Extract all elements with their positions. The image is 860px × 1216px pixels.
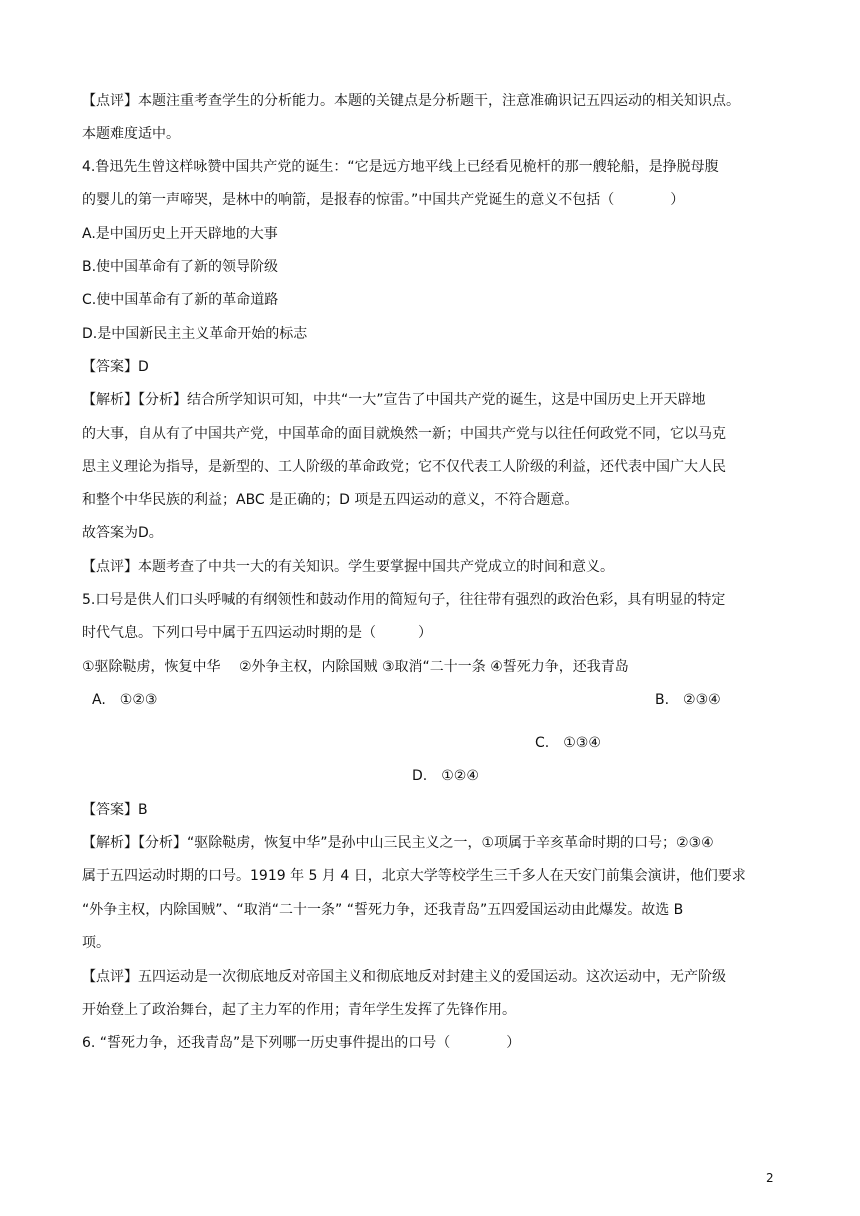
answer: 【答案】B xyxy=(82,802,148,818)
answer: 【答案】D xyxy=(82,359,149,375)
choice-a: A. ①②③ xyxy=(92,692,158,708)
option-d: D.是中国新民主主义革命开始的标志 xyxy=(82,326,308,342)
comment: 【点评】本题考查了中共一大的有关知识。学生要掌握中国共产党成立的时间和意义。 xyxy=(82,559,614,575)
text-line: “外争主权，内除国贼”、“取消“二十一条” “誓死力争，还我青岛”五四爱国运动由此爆发。故选 B xyxy=(82,902,684,918)
option-c: C.使中国革命有了新的革命道路 xyxy=(82,292,279,308)
slogan-list: ①驱除鞑虏，恢复中华 ②外争主权，内除国贼 ③取消“二十一条 ④誓死力争，还我青岛 xyxy=(82,659,629,675)
text-line: 故答案为D。 xyxy=(82,525,163,541)
text-line: 本题难度适中。 xyxy=(82,126,180,142)
text-line: 的大事，自从有了中国共产党，中国革命的面目就焕然一新；中国共产党与以往任何政党不同，它以马克 xyxy=(82,426,726,442)
text-line: 和整个中华民族的利益；ABC 是正确的；D 项是五四运动的意义，不符合题意。 xyxy=(82,492,579,508)
analysis: 【解析】【分析】“驱除鞑虏，恢复中华”是孙中山三民主义之一，①项属于辛亥革命时期的口号；②③④ xyxy=(82,835,714,851)
text-line: 的婴儿的第一声啼哭，是林中的响箭，是报春的惊雷。”中国共产党诞生的意义不包括（ ） xyxy=(82,192,685,208)
analysis: 【解析】【分析】结合所学知识可知，中共“一大”宣告了中国共产党的诞生，这是中国历史上开天辟地 xyxy=(82,392,706,408)
question-6: 6. “誓死力争，还我青岛”是下列哪一历史事件提出的口号（ ） xyxy=(82,1035,521,1051)
choice-d: D. ①②④ xyxy=(412,768,479,784)
option-b: B.使中国革命有了新的领导阶级 xyxy=(82,259,279,275)
text-line: 属于五四运动时期的口号。1919 年 5 月 4 日，北京大学等校学生三千多人在天安门前集会演讲，他们要求 xyxy=(82,868,746,884)
page-number: 2 xyxy=(766,1171,774,1185)
option-a: A.是中国历史上开天辟地的大事 xyxy=(82,226,278,242)
text-line: 项。 xyxy=(82,935,110,951)
text-line: 开始登上了政治舞台，起了主力军的作用；青年学生发挥了先锋作用。 xyxy=(82,1002,516,1018)
question-4: 4.鲁迅先生曾这样咏赞中国共产党的诞生：“它是远方地平线上已经看见桅杆的那一艘轮船，是挣脱母腹 xyxy=(82,159,719,175)
comment: 【点评】五四运动是一次彻底地反对帝国主义和彻底地反对封建主义的爱国运动。这次运动中，无产阶级 xyxy=(82,969,726,985)
text-line: 思主义理论为指导，是新型的、工人阶级的革命政党；它不仅代表工人阶级的利益，还代表中国广大人民 xyxy=(82,459,726,475)
text-line: 时代气息。下列口号中属于五四运动时期的是（ ） xyxy=(82,625,432,641)
choice-b: B. ②③④ xyxy=(655,692,721,708)
text-line: 【点评】本题注重考查学生的分析能力。本题的关键点是分析题干，注意准确识记五四运动的相关知识点。 xyxy=(82,93,740,109)
choice-c: C. ①③④ xyxy=(535,735,601,751)
question-5: 5.口号是供人们口头呼喊的有纲领性和鼓动作用的简短句子，往往带有强烈的政治色彩，具有明显的特定 xyxy=(82,592,726,608)
